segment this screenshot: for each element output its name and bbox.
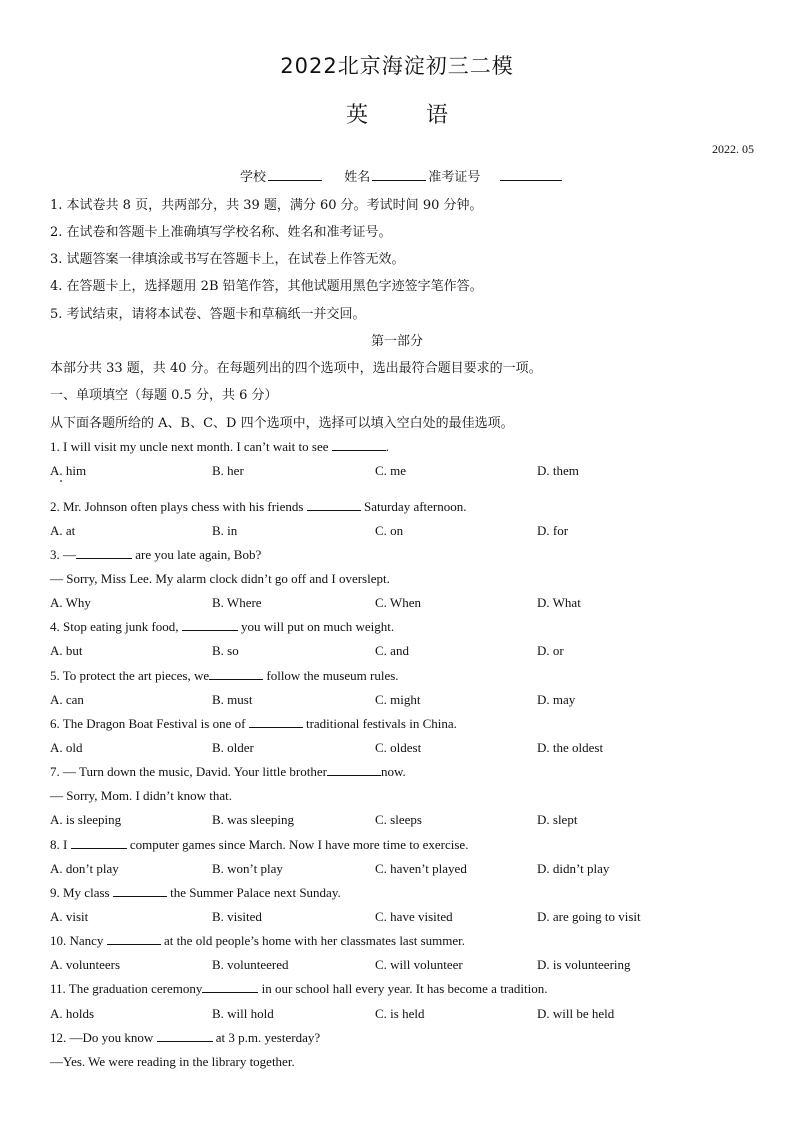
option-a[interactable]: A. but	[50, 643, 83, 658]
instruction-3: 3. 试题答案一律填涂或书写在答题卡上，在试卷上作答无效。	[50, 252, 405, 267]
answer-blank	[202, 981, 258, 993]
option-b[interactable]: B. will hold	[212, 1006, 274, 1021]
option-c[interactable]: C. have visited	[375, 909, 453, 924]
answer-blank	[157, 1030, 213, 1042]
option-d[interactable]: D. are going to visit	[537, 909, 641, 924]
answer-blank	[327, 764, 381, 776]
subject-char-1: 英	[345, 103, 368, 128]
option-a[interactable]: A. volunteers	[50, 957, 121, 972]
option-c[interactable]: C. haven’t played	[375, 861, 467, 876]
subject-char-2: 语	[426, 103, 449, 128]
option-a[interactable]: A. him	[50, 463, 87, 478]
option-c[interactable]: C. sleeps	[375, 812, 422, 827]
answer-blank	[307, 499, 361, 511]
part-intro: 本部分共 33 题，共 40 分。在每题列出的四个选项中，选出最符合题目要求的一项。	[50, 361, 542, 376]
option-d[interactable]: D. slept	[537, 812, 578, 827]
question-6: 6. The Dragon Boat Festival is one of traditional festivals in China.	[50, 716, 457, 731]
question-4: 4. Stop eating junk food, you will put on much weight.	[50, 619, 395, 634]
question-2: 2. Mr. Johnson often plays chess with his friends Saturday afternoon.	[50, 499, 467, 514]
option-b[interactable]: B. volunteered	[212, 957, 289, 972]
option-a[interactable]: A. is sleeping	[50, 812, 122, 827]
option-a[interactable]: A. at	[50, 523, 76, 538]
question-7-reply: — Sorry, Mom. I didn’t know that.	[50, 788, 232, 803]
option-d[interactable]: D. didn’t play	[537, 861, 610, 876]
option-b[interactable]: B. won’t play	[212, 861, 283, 876]
option-b[interactable]: B. must	[212, 692, 253, 707]
option-b[interactable]: B. was sleeping	[212, 812, 294, 827]
option-c[interactable]: C. on	[375, 523, 404, 538]
option-b[interactable]: B. so	[212, 643, 239, 658]
answer-blank	[113, 885, 167, 897]
option-a[interactable]: A. can	[50, 692, 84, 707]
option-d[interactable]: D. or	[537, 643, 564, 658]
option-c[interactable]: C. is held	[375, 1006, 425, 1021]
name-field[interactable]	[372, 168, 426, 181]
student-info-line	[240, 166, 564, 185]
option-d[interactable]: D. What	[537, 595, 581, 610]
instruction-5: 5. 考试结束，请将本试卷、答题卡和草稿纸一并交回。	[50, 307, 366, 322]
instruction-1: 1. 本试卷共 8 页，共两部分，共 39 题，满分 60 分。考试时间 90 分钟。	[50, 198, 483, 213]
question-3-reply: — Sorry, Miss Lee. My alarm clock didn’t go off and I overslept.	[50, 571, 390, 586]
exam-id-label: 准考证号	[428, 170, 481, 185]
question-5: 5. To protect the art pieces, we follow the museum rules.	[50, 668, 399, 683]
section-directions: 从下面各题所给的 A、B、C、D 四个选项中，选择可以填入空白处的最佳选项。	[50, 416, 514, 431]
question-1: 1. I will visit my uncle next month. I can’t wait to see .	[50, 439, 389, 454]
option-c[interactable]: C. me	[375, 463, 407, 478]
option-a[interactable]: A. visit	[50, 909, 89, 924]
option-d[interactable]: D. is volunteering	[537, 957, 631, 972]
question-8: 8. I computer games since March. Now I have more time to exercise.	[50, 837, 469, 852]
option-c[interactable]: C. oldest	[375, 740, 422, 755]
question-10: 10. Nancy at the old people’s home with her classmates last summer.	[50, 933, 466, 948]
question-12-reply: —Yes. We were reading in the library together.	[50, 1054, 295, 1069]
answer-blank	[107, 933, 161, 945]
option-d[interactable]: D. them	[537, 463, 579, 478]
question-3: 3. — are you late again, Bob?	[50, 547, 262, 562]
option-b[interactable]: B. in	[212, 523, 238, 538]
answer-blank	[332, 439, 386, 451]
option-a[interactable]: A. old	[50, 740, 83, 755]
option-d[interactable]: D. will be held	[537, 1006, 615, 1021]
school-field[interactable]	[268, 168, 322, 181]
option-d[interactable]: D. the oldest	[537, 740, 604, 755]
option-c[interactable]: C. and	[375, 643, 409, 658]
option-a[interactable]: A. holds	[50, 1006, 95, 1021]
answer-blank	[182, 619, 238, 631]
answer-blank	[249, 716, 303, 728]
option-d[interactable]: D. for	[537, 523, 569, 538]
answer-blank	[71, 837, 127, 849]
question-9: 9. My class the Summer Palace next Sunday.	[50, 885, 341, 900]
section-heading: 一、单项填空（每题 0.5 分，共 6 分）	[50, 388, 278, 403]
question-7: 7. — Turn down the music, David. Your little brother now.	[50, 764, 406, 779]
subject-title	[0, 98, 794, 129]
option-c[interactable]: C. will volunteer	[375, 957, 463, 972]
option-b[interactable]: B. her	[212, 463, 244, 478]
option-d[interactable]: D. may	[537, 692, 576, 707]
option-b[interactable]: B. older	[212, 740, 254, 755]
school-label: 学校	[240, 170, 267, 185]
instruction-4: 4. 在答题卡上，选择题用 2B 铅笔作答，其他试题用黑色字迹签字笔作答。	[50, 279, 483, 294]
exam-id-field[interactable]	[500, 168, 562, 181]
answer-blank	[209, 668, 263, 680]
exam-date: 2022. 05	[712, 142, 754, 156]
option-c[interactable]: C. might	[375, 692, 421, 707]
exam-title: 2022北京海淀初三二模	[280, 54, 514, 78]
stray-dot	[60, 480, 62, 482]
instruction-2: 2. 在试卷和答题卡上准确填写学校名称、姓名和准考证号。	[50, 225, 392, 240]
part-heading: 第一部分	[370, 334, 423, 349]
option-b[interactable]: B. visited	[212, 909, 262, 924]
option-a[interactable]: A. don’t play	[50, 861, 119, 876]
name-label: 姓名	[344, 170, 371, 185]
option-b[interactable]: B. Where	[212, 595, 262, 610]
answer-blank	[76, 547, 132, 559]
question-11: 11. The graduation ceremony in our school hall every year. It has become a tradition.	[50, 981, 548, 996]
question-12: 12. —Do you know at 3 p.m. yesterday?	[50, 1030, 321, 1045]
option-c[interactable]: C. When	[375, 595, 421, 610]
option-a[interactable]: A. Why	[50, 595, 91, 610]
